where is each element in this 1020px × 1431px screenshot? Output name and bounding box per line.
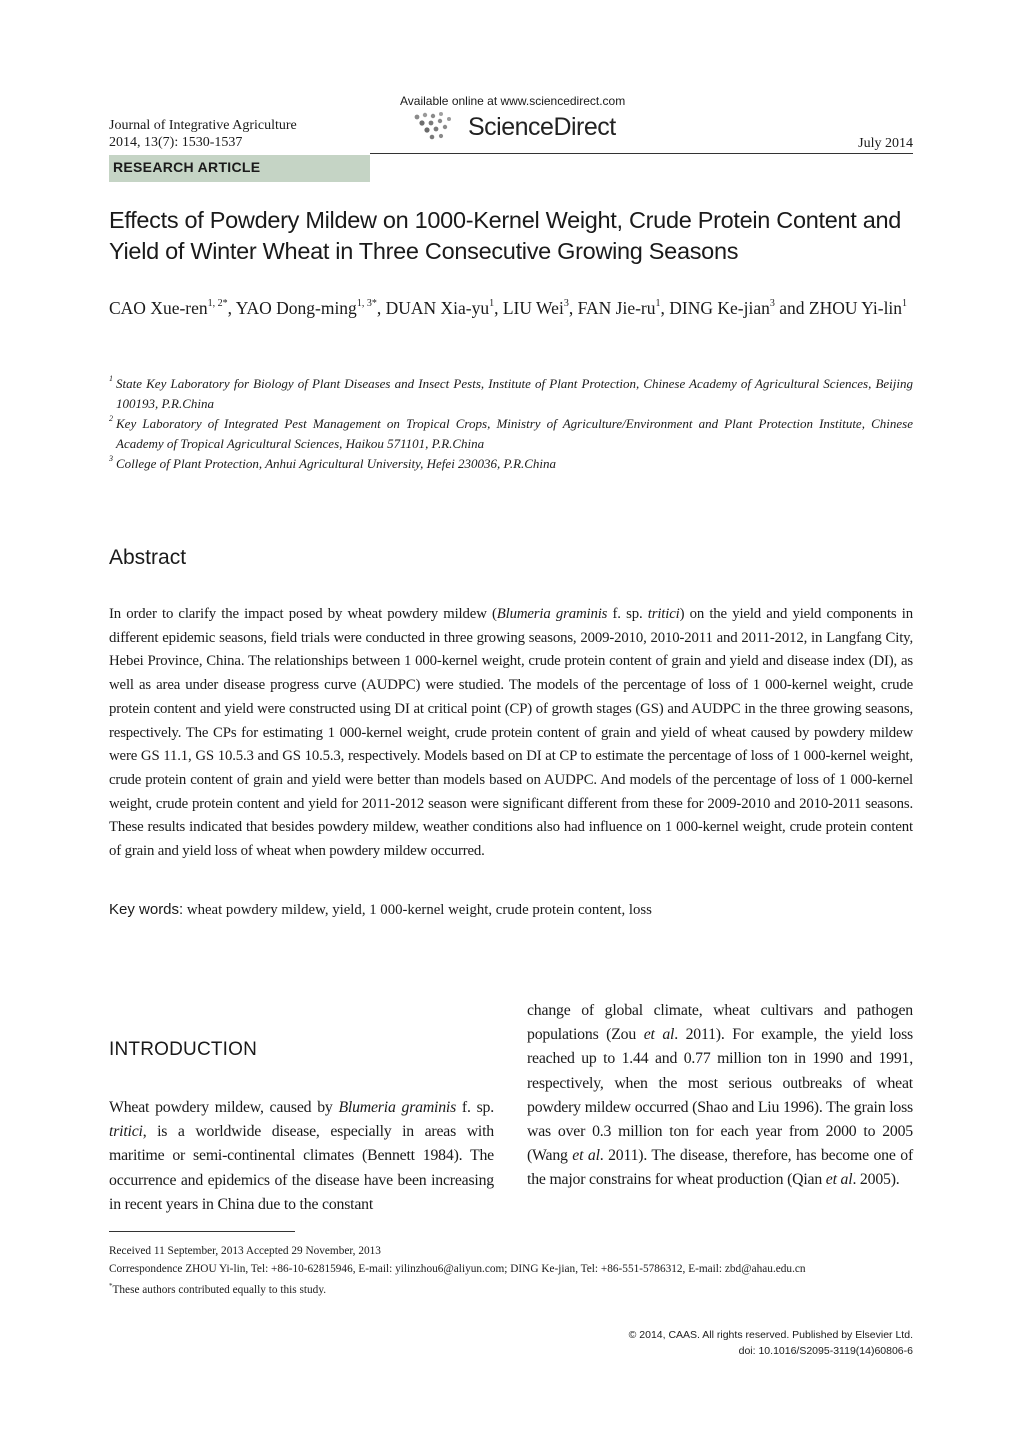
footnotes	[109, 1243, 913, 1299]
keywords-text: wheat powdery mildew, yield, 1 000-kernel weight, crude protein content, loss	[183, 902, 652, 918]
issue-date: July 2014	[858, 136, 913, 151]
author-separator: ,	[494, 298, 503, 318]
affiliation-number: 2	[109, 414, 113, 423]
author-name: FAN Jie-ru	[577, 298, 656, 318]
received-accepted-dates: Received 11 September, 2013 Accepted 29 November, 2013	[109, 1245, 381, 1257]
affiliation	[109, 374, 913, 414]
equal-contribution-mark: *	[109, 1282, 113, 1290]
body-text: , is a worldwide disease, especially in areas with maritime or semi-continental climates (Bennett 1984). The occurrence and epidemics of the disease have been increasing in recent years in China due to the constant	[109, 1123, 494, 1213]
introduction-heading: INTRODUCTION	[109, 1039, 258, 1060]
abstract-text-part: ) on the yield and yield components in different epidemic seasons, field trials were conducted in three growing seasons, 2009-2010, 2010-2011 and 2011-2012, in Langfang City, Hebei Province, China. The relationships between 1 000-kernel weight, crude protein content of grain and yield and disease index (DI), as well as area under disease progress curve (AUDPC) were studied. The models of the percentage of loss of 1 000-kernel weight, crude protein content and yield were constructed using DI at critical point (CP) of growth stages (GS) and AUDPC in the three growing seasons, respectively. The CPs for estimating 1 000-kernel weight, crude protein content of grain and yield of wheat caused by powdery mildew were GS 11.1, GS 10.5.3 and GS 10.5.3, respectively. Models based on DI at CP to estimate the percentage of loss of 1 000-kernel weight, crude protein content of grain and yield were better than models based on AUDPC. And models of the percentage of loss of 1 000-kernel weight, crude protein content and yield for 2011-2012 season were significant different from these for 2009-2010 and 2010-2011 seasons. These results indicated that besides powdery mildew, weather conditions also had influence on 1 000-kernel weight, crude protein content of grain and yield loss of wheat when powdery mildew occurred.	[109, 606, 913, 860]
abstract-heading: Abstract	[109, 546, 187, 569]
available-online-text[interactable]: Available online at www.sciencedirect.com	[400, 94, 626, 108]
affiliation-text: College of Plant Protection, Anhui Agricultural University, Hefei 230036, P.R.China	[116, 456, 557, 471]
correspondence-info: Correspondence ZHOU Yi-lin, Tel: +86-10-62815946, E-mail: yilinzhou6@aliyun.com; DING Ke-jian, Tel: +86-551-5786312, E-mail: zbd@ahau.edu.cn	[109, 1262, 806, 1275]
author-name: LIU Wei	[502, 298, 564, 318]
affiliation	[109, 414, 913, 454]
author-name: CAO Xue-ren	[109, 298, 208, 318]
author-affiliation-mark: 1	[902, 298, 908, 309]
body-text: Wheat powdery mildew, caused by	[109, 1099, 339, 1116]
body-text: . 2011). The disease, therefore, has become one of the major constrains for wheat production (Qian	[527, 1147, 914, 1189]
author-separator: and	[774, 298, 809, 318]
author-affiliation-mark: 3	[563, 298, 569, 309]
author-name: YAO Dong-ming	[235, 298, 357, 318]
body-text: f. sp.	[456, 1099, 494, 1116]
abstract-text	[109, 603, 913, 864]
copyright-line: © 2014, CAAS. All rights reserved. Published by Elsevier Ltd.	[628, 1329, 913, 1341]
keywords-label: Key words:	[109, 901, 184, 918]
author-affiliation-mark: 3	[769, 298, 775, 309]
body-text: . 2011). For example, the yield loss reached up to 1.44 and 0.77 million ton in 1990 and 1991, respectively, when the most serious outbreaks of wheat powdery mildew occurred (Shao and Liu 1996). The grain loss was over 0.3 million ton for each year from 2000 to 2005 (Wang	[527, 1026, 914, 1165]
author-affiliation-mark: 1	[655, 298, 661, 309]
body-text: change of global climate, wheat cultivars and pathogen populations (Zou	[527, 1002, 913, 1044]
abstract-text-part: In order to clarify the impact posed by wheat powdery mildew (	[109, 606, 497, 622]
abstract-text-part: f. sp.	[607, 606, 648, 622]
author-name: ZHOU Yi-lin	[808, 298, 903, 318]
species-name: Blumeria graminis	[496, 606, 608, 622]
journal-name: Journal of Integrative Agriculture	[109, 118, 297, 133]
affiliation-text: State Key Laboratory for Biology of Plant Diseases and Insect Pests, Institute of Plant Protection, Chinese Academy of Agricultural Sciences, Beijing 100193, P.R.China	[116, 376, 913, 411]
author-separator: ,	[376, 298, 386, 318]
article-type-banner: RESEARCH ARTICLE	[109, 155, 370, 182]
author-separator: ,	[660, 298, 670, 318]
author-list	[109, 294, 913, 322]
sciencedirect-logo[interactable]	[412, 111, 616, 143]
author-separator: ,	[568, 298, 578, 318]
affiliation-number: 3	[109, 454, 113, 463]
affiliation	[109, 454, 913, 474]
italic-term: Blumeria graminis	[338, 1099, 457, 1116]
italic-term: et al	[825, 1171, 853, 1189]
author-name: DUAN Xia-yu	[385, 298, 490, 318]
header-divider	[370, 153, 913, 154]
footnote-divider	[109, 1231, 295, 1232]
introduction-column-left	[109, 1096, 494, 1217]
introduction-column-right	[527, 999, 913, 1193]
italic-term: et al	[643, 1026, 675, 1044]
affiliation-number: 1	[109, 374, 113, 383]
keywords	[109, 901, 913, 919]
body-text: . 2005).	[852, 1171, 900, 1189]
author-affiliation-mark: 1	[489, 298, 495, 309]
sciencedirect-wordmark: ScienceDirect	[468, 112, 616, 141]
affiliation-text: Key Laboratory of Integrated Pest Management on Tropical Crops, Ministry of Agriculture/Environment and Plant Protection Institute, Chinese Academy of Tropical Agricultural Sciences, Haikou 571101, P.R.China	[116, 416, 913, 451]
journal-info	[109, 117, 297, 151]
copyright-block	[629, 1327, 913, 1359]
author-name: DING Ke-jian	[669, 298, 770, 318]
doi-line[interactable]: doi: 10.1016/S2095-3119(14)60806-6	[738, 1345, 913, 1357]
italic-term: et al	[572, 1147, 600, 1165]
affiliation-list	[109, 374, 913, 474]
italic-term: tritici	[109, 1123, 143, 1141]
journal-issue: 2014, 13(7): 1530-1537	[109, 135, 243, 150]
author-affiliation-mark: 1, 2*	[207, 298, 228, 309]
author-separator: ,	[227, 298, 236, 318]
sciencedirect-dots-icon	[412, 111, 462, 143]
equal-contribution-note: *These authors contributed equally to this study.	[109, 1282, 327, 1296]
forma-name: tritici	[647, 606, 680, 622]
article-title: Effects of Powdery Mildew on 1000-Kernel Weight, Crude Protein Content and Yield of Winter Wheat in Three Consecutive Growing Seasons	[109, 207, 902, 264]
author-affiliation-mark: 1, 3*	[356, 298, 377, 309]
